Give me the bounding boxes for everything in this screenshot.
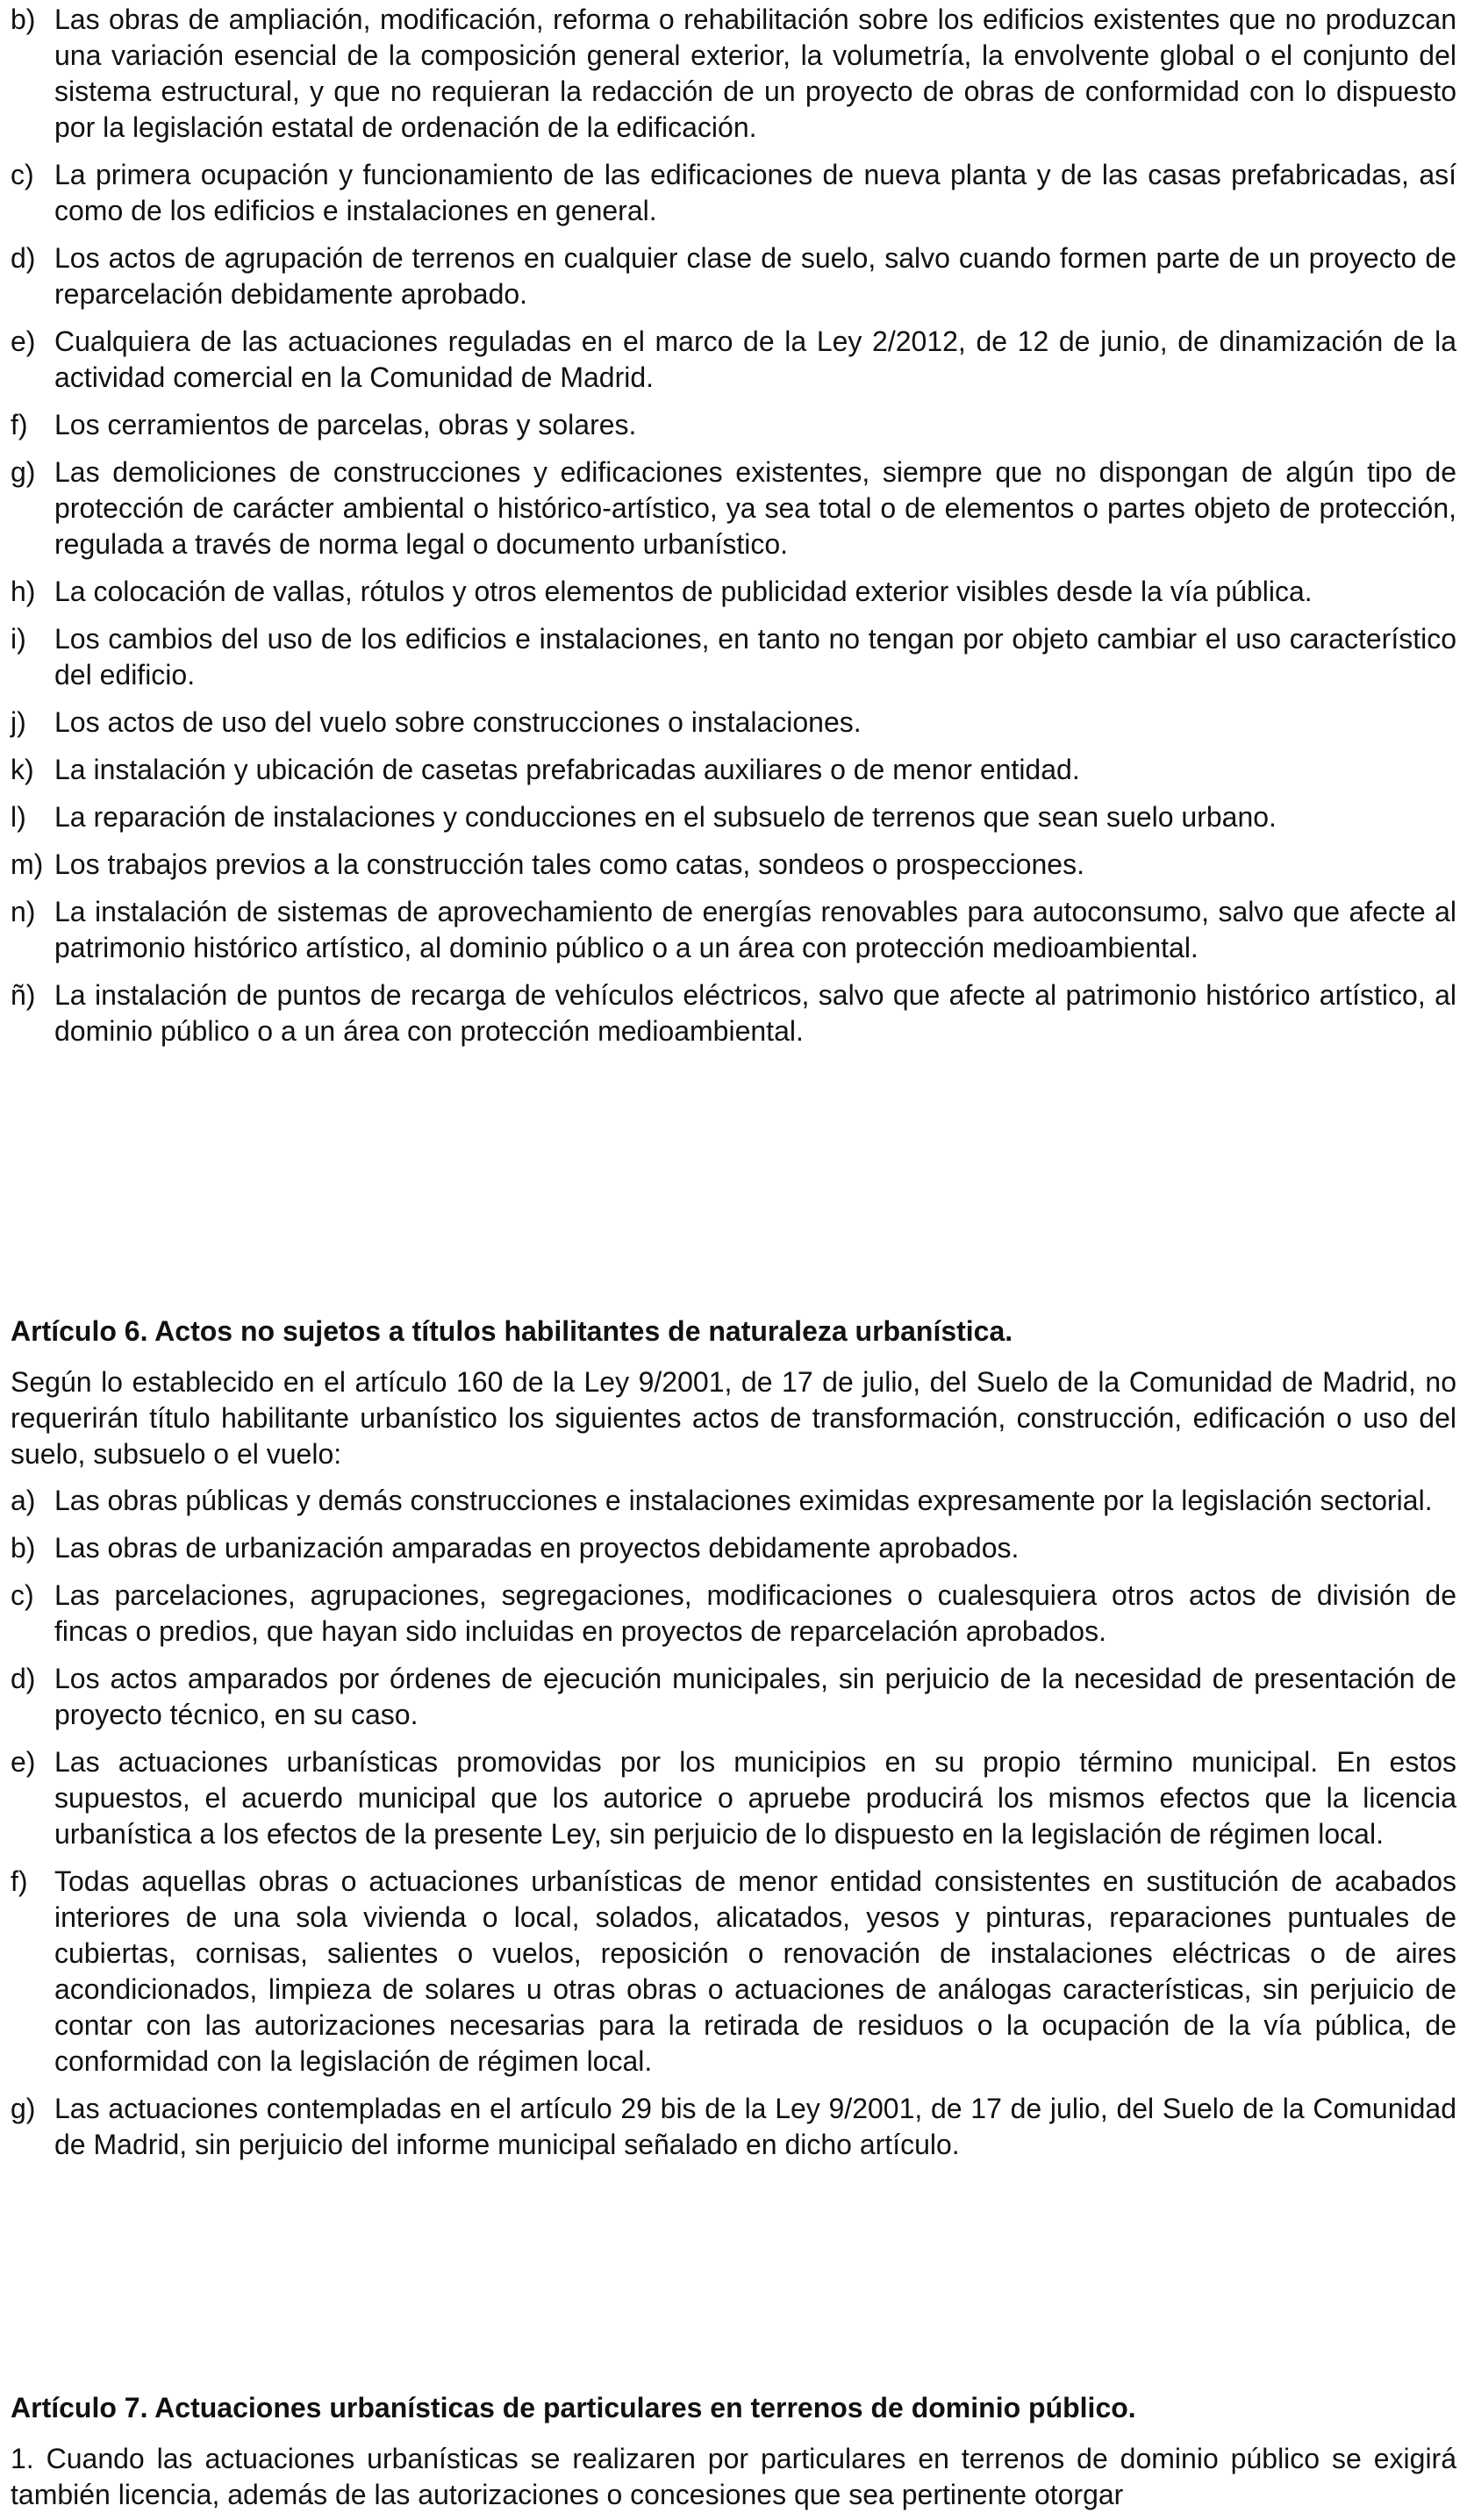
item-marker: f) — [11, 409, 28, 440]
list-item — [11, 574, 1456, 610]
item-marker: k) — [11, 754, 34, 785]
article-7-heading: Artículo 7. Actuaciones urbanísticas de particulares en terrenos de dominio público. — [11, 2392, 1136, 2423]
item-marker: e) — [11, 1746, 36, 1778]
item-marker: c) — [11, 1579, 34, 1611]
list-item — [11, 847, 1456, 883]
list-item — [11, 407, 1456, 443]
list-item — [11, 1661, 1456, 1733]
item-text: La reparación de instalaciones y conducciones en el subsuelo de terrenos que sean suelo urbano. — [54, 801, 1277, 833]
item-text: La instalación y ubicación de casetas prefabricadas auxiliares o de menor entidad. — [54, 754, 1080, 785]
list-item — [11, 705, 1456, 741]
list-item — [11, 752, 1456, 788]
item-marker: g) — [11, 2093, 36, 2124]
item-text: La colocación de vallas, rótulos y otros elementos de publicidad exterior visibles desde la vía pública. — [54, 576, 1313, 607]
item-text: Las obras de ampliación, modificación, reforma o rehabilitación sobre los edificios existentes que no produzcan una variación esencial de la composición general exterior, la volumetría, la envolvente global o el conjunto del sistema estructural, y que no requieran la redacción de un proyecto de obras de conformidad con lo dispuesto por la legislación estatal de ordenación de la edificación. — [54, 4, 1456, 143]
item-marker: b) — [11, 4, 36, 35]
item-text: Las actuaciones urbanísticas promovidas por los municipios en su propio término municipal. En estos supuestos, el acuerdo municipal que los autorice o apruebe producirá los mismos efectos que la licencia urbanística a los efectos de la presente Ley, sin perjuicio de lo dispuesto en la legislación de régimen local. — [54, 1746, 1456, 1850]
article-7-paragraph: 1. Cuando las actuaciones urbanísticas se realizaren por particulares en terrenos de dominio público se exigirá también licencia, además de las autorizaciones o concesiones que sea pertinente otorgar — [11, 2443, 1456, 2510]
item-marker: m) — [11, 848, 44, 880]
list-item — [11, 799, 1456, 835]
list-item — [11, 324, 1456, 396]
item-text: Las obras públicas y demás construcciones e instalaciones eximidas expresamente por la legislación sectorial. — [54, 1485, 1433, 1516]
item-text: La instalación de sistemas de aprovechamiento de energías renovables para autoconsumo, salvo que afecte al patrimonio histórico artístico, al dominio público o a un área con protección medioambiental. — [54, 896, 1456, 963]
item-text: Las parcelaciones, agrupaciones, segregaciones, modificaciones o cualesquiera otros actos de división de fincas o predios, que hayan sido incluidas en proyectos de reparcelación aprobados. — [54, 1579, 1456, 1647]
list-item — [11, 1578, 1456, 1650]
item-marker: e) — [11, 326, 36, 357]
article-6-heading: Artículo 6. Actos no sujetos a títulos habilitantes de naturaleza urbanística. — [11, 1315, 1013, 1347]
item-text: Los cambios del uso de los edificios e instalaciones, en tanto no tengan por objeto cambiar el uso característico del edificio. — [54, 623, 1456, 691]
item-marker: n) — [11, 896, 36, 927]
article-6-intro: Según lo establecido en el artículo 160 de la Ley 9/2001, de 17 de julio, del Suelo de la Comunidad de Madrid, no requerirán título habilitante urbanístico los siguientes actos de transformación, construcción, edificación o uso del suelo, subsuelo o el vuelo: — [11, 1366, 1456, 1470]
item-text: Los actos de agrupación de terrenos en cualquier clase de suelo, salvo cuando formen parte de un proyecto de reparcelación debidamente aprobado. — [54, 242, 1456, 310]
item-text: Los actos amparados por órdenes de ejecución municipales, sin perjuicio de la necesidad de presentación de proyecto técnico, en su caso. — [54, 1663, 1456, 1730]
item-marker: h) — [11, 576, 36, 607]
item-text: La primera ocupación y funcionamiento de las edificaciones de nueva planta y de las casas prefabricadas, así como de los edificios e instalaciones en general. — [54, 159, 1456, 226]
list-item — [11, 2091, 1456, 2163]
item-marker: d) — [11, 242, 36, 274]
item-text: Los trabajos previos a la construcción tales como catas, sondeos o prospecciones. — [54, 848, 1084, 880]
exempt-acts-list — [11, 1483, 1456, 2163]
licensed-acts-list — [11, 2, 1456, 1049]
item-marker: b) — [11, 1532, 36, 1564]
list-item — [11, 621, 1456, 693]
list-item — [11, 1530, 1456, 1566]
list-item — [11, 894, 1456, 966]
item-marker: f) — [11, 1865, 28, 1897]
item-text: Las demoliciones de construcciones y edificaciones existentes, siempre que no dispongan de algún tipo de protección de carácter ambiental o histórico-artístico, ya sea total o de elementos o partes objeto de protección, regulada a través de norma legal o documento urbanístico. — [54, 456, 1456, 560]
item-marker: j) — [11, 706, 26, 738]
item-marker: g) — [11, 456, 36, 488]
list-item — [11, 455, 1456, 562]
list-item — [11, 157, 1456, 229]
list-item — [11, 1483, 1456, 1519]
list-item — [11, 1864, 1456, 2080]
item-marker: d) — [11, 1663, 36, 1694]
list-item — [11, 1744, 1456, 1852]
item-text: Las obras de urbanización amparadas en proyectos debidamente aprobados. — [54, 1532, 1020, 1564]
list-item — [11, 977, 1456, 1049]
item-marker: ñ) — [11, 979, 36, 1011]
item-text: Cualquiera de las actuaciones reguladas en el marco de la Ley 2/2012, de 12 de junio, de dinamización de la actividad comercial en la Comunidad de Madrid. — [54, 326, 1456, 393]
item-marker: c) — [11, 159, 34, 190]
item-text: La instalación de puntos de recarga de vehículos eléctricos, salvo que afecte al patrimonio histórico artístico, al dominio público o a un área con protección medioambiental. — [54, 979, 1456, 1047]
item-text: Las actuaciones contempladas en el artículo 29 bis de la Ley 9/2001, de 17 de julio, del Suelo de la Comunidad de Madrid, sin perjuicio del informe municipal señalado en dicho artículo. — [54, 2093, 1456, 2160]
list-item — [11, 2, 1456, 146]
item-marker: a) — [11, 1485, 36, 1516]
item-marker: i) — [11, 623, 26, 655]
item-marker: l) — [11, 801, 26, 833]
item-text: Todas aquellas obras o actuaciones urbanísticas de menor entidad consistentes en sustitución de acabados interiores de una sola vivienda o local, solados, alicatados, yesos y pinturas, reparaciones puntuales de cubiertas, cornisas, salientes o vuelos, reposición o renovación de instalaciones eléctricas o de aires acondicionados, limpieza de solares u otras obras o actuaciones de análogas características, sin perjuicio de contar con las autorizaciones necesarias para la retirada de residuos o la ocupación de la vía pública, de conformidad con la legislación de régimen local. — [54, 1865, 1456, 2077]
list-item — [11, 240, 1456, 312]
item-text: Los actos de uso del vuelo sobre construcciones o instalaciones. — [54, 706, 862, 738]
item-text: Los cerramientos de parcelas, obras y solares. — [54, 409, 637, 440]
